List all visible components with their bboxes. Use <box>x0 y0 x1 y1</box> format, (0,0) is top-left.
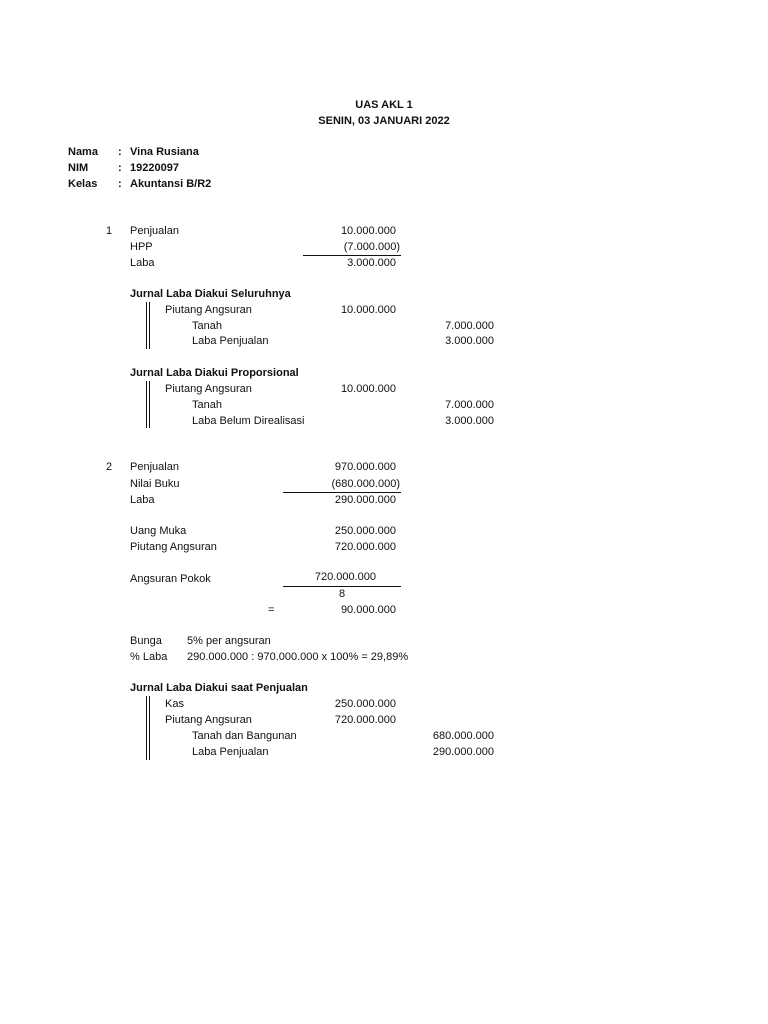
student-class-value: Akuntansi B/R2 <box>130 178 212 190</box>
student-name-value: Vina Rusiana <box>130 146 199 158</box>
payment-value: 250.000.000 <box>334 525 396 537</box>
journal-bracket-line <box>146 381 147 428</box>
student-nim-label: NIM <box>68 162 89 174</box>
calc-value: (680.000.000) <box>331 478 400 490</box>
calc-label: HPP <box>130 241 153 253</box>
journal-bracket-line <box>149 696 150 760</box>
journal-bracket-line <box>149 381 150 428</box>
journal-account: Laba Penjualan <box>192 335 269 347</box>
journal-credit: 7.000.000 <box>445 399 494 411</box>
installment-result: 90.000.000 <box>340 604 396 616</box>
question-number: 2 <box>106 461 113 473</box>
journal-account: Laba Penjualan <box>192 746 269 758</box>
journal-credit: 680.000.000 <box>432 730 494 742</box>
payment-label: Uang Muka <box>130 525 187 537</box>
note-text: 290.000.000 : 970.000.000 x 100% = 29,89% <box>187 651 409 663</box>
document-date: SENIN, 03 JANUARI 2022 <box>318 115 450 127</box>
journal-credit: 290.000.000 <box>432 746 494 758</box>
student-nim-value: 19220097 <box>130 162 179 174</box>
journal-bracket-line <box>149 302 150 349</box>
student-name-sep: : <box>118 146 122 158</box>
calc-value: 3.000.000 <box>347 257 396 269</box>
calc-value: 10.000.000 <box>340 225 396 237</box>
calc-value: 290.000.000 <box>334 494 396 506</box>
journal-credit: 3.000.000 <box>445 335 494 347</box>
journal-account: Tanah <box>192 320 222 332</box>
installment-label: Angsuran Pokok <box>130 573 211 585</box>
journal-account: Piutang Angsuran <box>165 304 252 316</box>
calc-label: Nilai Buku <box>130 478 180 490</box>
calc-label: Penjualan <box>130 225 179 237</box>
journal-title: Jurnal Laba Diakui Proporsional <box>130 367 299 379</box>
journal-debit: 10.000.000 <box>340 383 396 395</box>
payment-value: 720.000.000 <box>334 541 396 553</box>
calc-value: (7.000.000) <box>343 241 400 253</box>
installment-denominator: 8 <box>338 588 346 600</box>
journal-account: Tanah <box>192 399 222 411</box>
student-nim-sep: : <box>118 162 122 174</box>
note-label: % Laba <box>130 651 168 663</box>
journal-bracket-line <box>146 696 147 760</box>
journal-title: Jurnal Laba Diakui saat Penjualan <box>130 682 308 694</box>
student-class-label: Kelas <box>68 178 98 190</box>
journal-debit: 720.000.000 <box>334 714 396 726</box>
question-number: 1 <box>106 225 113 237</box>
note-label: Bunga <box>130 635 162 647</box>
journal-title: Jurnal Laba Diakui Seluruhnya <box>130 288 291 300</box>
student-name-label: Nama <box>68 146 98 158</box>
equals-sign: = <box>268 604 275 616</box>
payment-label: Piutang Angsuran <box>130 541 217 553</box>
calc-label: Laba <box>130 494 155 506</box>
journal-bracket-line <box>146 302 147 349</box>
note-text: 5% per angsuran <box>187 635 271 647</box>
installment-numerator: 720.000.000 <box>314 571 376 583</box>
journal-account: Laba Belum Direalisasi <box>192 415 305 427</box>
journal-account: Tanah dan Bangunan <box>192 730 297 742</box>
journal-debit: 10.000.000 <box>340 304 396 316</box>
journal-account: Kas <box>165 698 184 710</box>
document-title: UAS AKL 1 <box>355 99 413 111</box>
calc-label: Laba <box>130 257 155 269</box>
journal-credit: 3.000.000 <box>445 415 494 427</box>
journal-credit: 7.000.000 <box>445 320 494 332</box>
student-class-sep: : <box>118 178 122 190</box>
journal-debit: 250.000.000 <box>334 698 396 710</box>
journal-account: Piutang Angsuran <box>165 383 252 395</box>
calc-label: Penjualan <box>130 461 179 473</box>
journal-account: Piutang Angsuran <box>165 714 252 726</box>
calc-value: 970.000.000 <box>334 461 396 473</box>
